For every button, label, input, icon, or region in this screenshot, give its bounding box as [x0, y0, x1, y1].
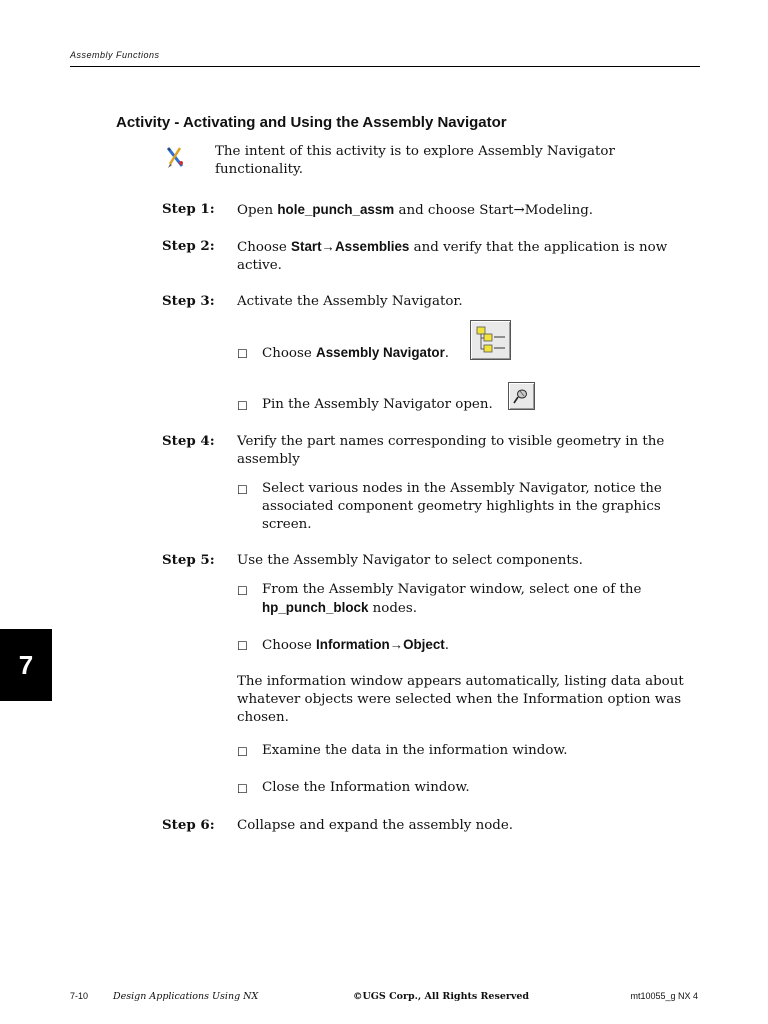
intro-text: The intent of this activity is to explore Assembly Navigator functionality. — [215, 144, 615, 177]
step-3-bullet-2: Pin the Assembly Navigator open. — [262, 397, 493, 412]
checkbox-bullet: ☐ — [237, 639, 248, 653]
step-2-text: Choose Start→Assemblies and verify that the application is now active. — [237, 239, 668, 273]
step-5-text: Use the Assembly Navigator to select components. — [237, 553, 583, 568]
checkbox-bullet: ☐ — [237, 745, 248, 759]
step-4-text: Verify the part names corresponding to visible geometry in the assembly — [237, 434, 665, 467]
activity-pencil-icon — [162, 144, 188, 170]
checkbox-bullet: ☐ — [237, 782, 248, 796]
menu-path: Start→Assemblies — [291, 239, 410, 254]
step-5-paragraph: The information window appears automatically, listing data about whatever objects were selected when the Information option was chosen. — [237, 674, 684, 725]
step-5-bullet-3: Examine the data in the information window. — [262, 743, 568, 758]
step-5-bullet-4: Close the Information window. — [262, 780, 470, 795]
footer-book-title: Design Applications Using NX — [113, 991, 259, 1002]
part-name: hole_punch_assm — [277, 202, 395, 217]
activity-title: Activity - Activating and Using the Assembly Navigator — [116, 114, 507, 131]
checkbox-bullet: ☐ — [237, 347, 248, 361]
step-5-bullet-2: Choose Information→Object. — [262, 637, 450, 653]
step-5-bullet-1: From the Assembly Navigator window, select one of the hp_punch_block nodes. — [262, 582, 642, 616]
step-6-text: Collapse and expand the assembly node. — [237, 818, 514, 833]
pin-icon — [508, 382, 535, 410]
footer-doc-id: mt10055_g NX 4 — [630, 991, 698, 1001]
step-4-bullet-1: Select various nodes in the Assembly Navigator, notice the associated component geometry highlights in the graphics screen. — [262, 481, 662, 532]
checkbox-bullet: ☐ — [237, 584, 248, 598]
step-3-bullet-1: Choose Assembly Navigator. — [262, 345, 450, 361]
step-5-label: Step 5: — [162, 552, 215, 568]
step-1-label: Step 1: — [162, 201, 215, 217]
step-1-text: Open hole_punch_assm and choose Start→Modeling. — [237, 202, 594, 218]
header-rule — [70, 66, 700, 67]
running-header: Assembly Functions — [70, 50, 160, 60]
checkbox-bullet: ☐ — [237, 399, 248, 413]
assembly-navigator-icon — [470, 320, 511, 360]
step-2-label: Step 2: — [162, 238, 215, 254]
step-3-text: Activate the Assembly Navigator. — [237, 294, 463, 309]
checkbox-bullet: ☐ — [237, 483, 248, 497]
footer-copyright: ©UGS Corp., All Rights Reserved — [353, 991, 530, 1002]
chapter-tab: 7 — [0, 629, 52, 701]
footer-page-number: 7-10 — [70, 991, 89, 1001]
step-3-label: Step 3: — [162, 293, 215, 309]
step-4-label: Step 4: — [162, 433, 215, 449]
step-6-label: Step 6: — [162, 817, 215, 833]
